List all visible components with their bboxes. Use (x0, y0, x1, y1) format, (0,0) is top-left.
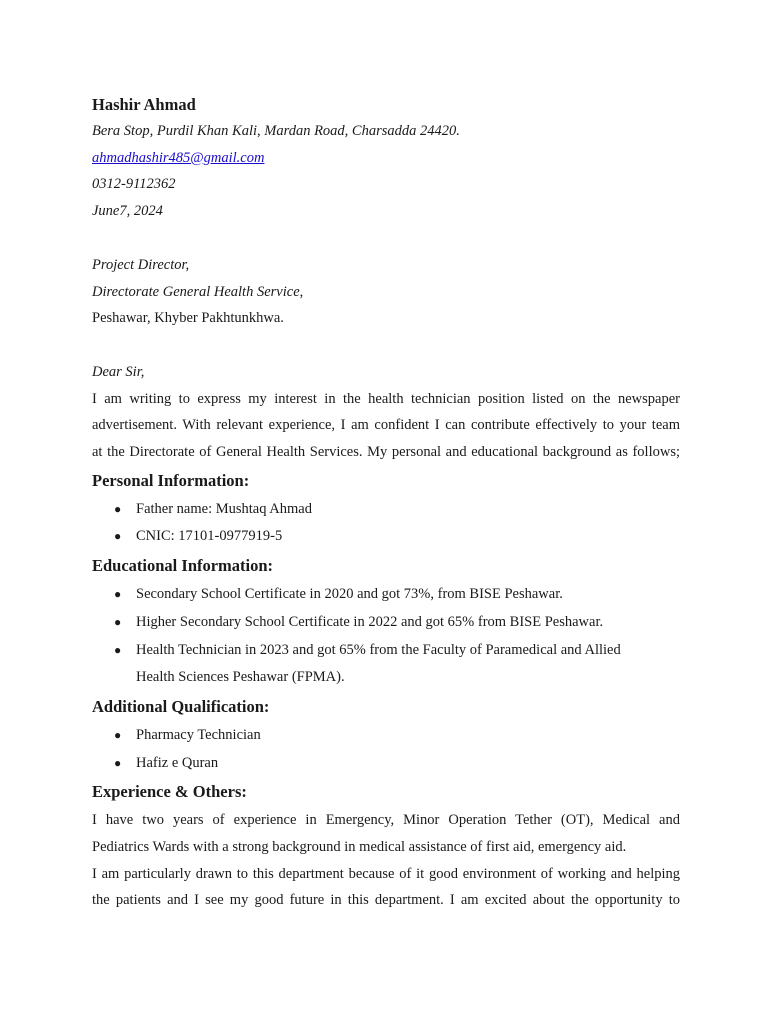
experience-para-2-line-1: I am particularly drawn to this department because of it good environment of working and helping (92, 865, 680, 882)
experience-para-1-line-2: Pediatrics Wards with a strong background in medical assistance of first aid, emergency aid. (92, 839, 627, 856)
recipient-title: Project Director, (92, 256, 190, 273)
personal-info-list (92, 496, 680, 551)
bullet-icon: ● (114, 529, 122, 544)
cover-letter (92, 92, 680, 914)
list-item-text: Secondary School Certificate in 2020 and got 73%, from BISE Peshawar. (136, 586, 563, 603)
letter-date: June7, 2024 (92, 203, 163, 220)
recipient-department-comma: , (299, 283, 304, 300)
bullet-icon: ● (114, 642, 122, 657)
bullet-icon: ● (114, 614, 122, 629)
education-heading: Educational Information: (92, 556, 274, 576)
list-item-text-continued: Health Sciences Peshawar (FPMA). (136, 669, 345, 686)
sender-address: Bera Stop, Purdil Khan Kali, Mardan Road, Charsadda 24420. (92, 123, 460, 139)
bullet-icon: ● (114, 755, 122, 770)
sender-name: Hashir Ahmad (92, 95, 196, 114)
list-item (114, 523, 680, 551)
recipient-department-line (92, 279, 680, 306)
intro-line-3: at the Directorate of General Health Services. My personal and educational background as follows; (92, 444, 680, 461)
list-item (114, 581, 680, 609)
list-item (114, 496, 680, 524)
list-item (114, 722, 680, 750)
recipient-city: Peshawar, Khyber Pakhtunkhwa. (92, 310, 284, 327)
list-item-text: Pharmacy Technician (136, 726, 261, 743)
bullet-icon: ● (114, 501, 122, 516)
experience-para-1-line-1: I have two years of experience in Emergency, Minor Operation Tether (OT), Medical and (92, 812, 680, 829)
list-item-text: Higher Secondary School Certificate in 2022 and got 65% from BISE Peshawar. (136, 613, 604, 630)
list-item-text: Health Technician in 2023 and got 65% from the Faculty of Paramedical and Allied (136, 641, 621, 658)
list-item-text: CNIC: 17101-0977919-5 (136, 528, 283, 545)
bullet-icon: ● (114, 727, 122, 742)
list-item-text: Father name: Mushtaq Ahmad (136, 500, 312, 517)
sender-phone: 0312-9112362 (92, 176, 176, 193)
bullet-icon: ● (114, 587, 122, 602)
list-item-text: Hafiz e Quran (136, 754, 219, 771)
intro-line-2: advertisement. With relevant experience, I am confident I can contribute effectively to your team (92, 417, 680, 434)
experience-para-2-line-2: the patients and I see my good future in this department. I am excited about the opportunity to (92, 892, 680, 909)
salutation: Dear Sir, (92, 363, 145, 380)
education-list (92, 581, 680, 692)
additional-qualification-list (92, 722, 680, 777)
sender-email-link[interactable]: ahmadhashir485@gmail.com (92, 149, 265, 166)
list-item (114, 750, 680, 778)
recipient-department: Directorate General Health Service (92, 283, 300, 300)
experience-heading: Experience & Others: (92, 782, 247, 802)
additional-qualification-heading: Additional Qualification: (92, 696, 270, 716)
list-item (114, 609, 680, 637)
personal-info-heading: Personal Information: (92, 470, 250, 490)
intro-line-1: I am writing to express my interest in the health technician position listed on the newspaper (92, 390, 680, 407)
list-item (114, 637, 680, 692)
